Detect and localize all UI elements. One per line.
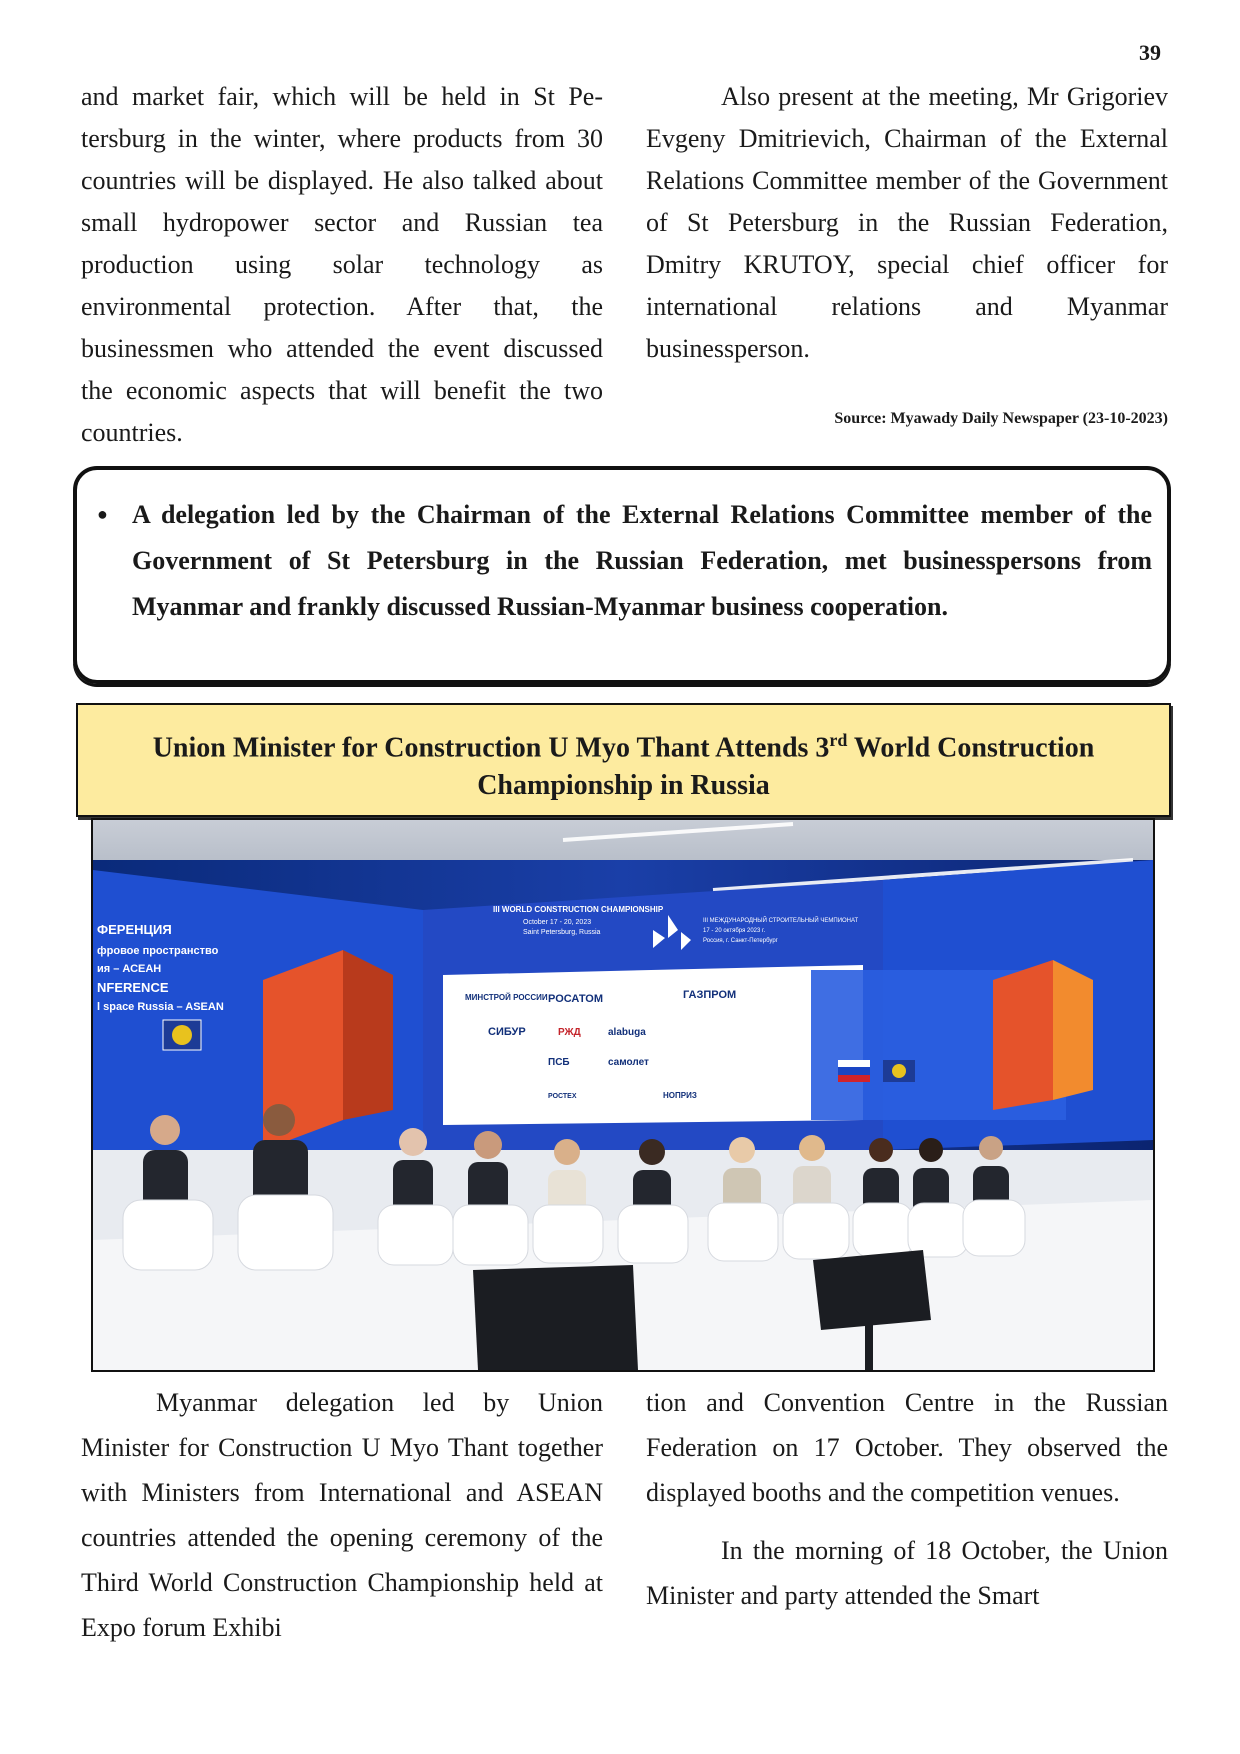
banner-title-en: III WORLD CONSTRUCTION CHAMPIONSHIP (493, 905, 664, 914)
sponsor-logo: НОПРИЗ (663, 1091, 697, 1100)
banner-dates-en: October 17 - 20, 2023 (523, 919, 592, 926)
sponsor-logo: самолет (608, 1057, 649, 1068)
page-number: 39 (1139, 40, 1161, 65)
paragraph: Also present at the meeting, Mr Grigoriev Evgeny Dmitrievich, Chairman of the External Relations Committee member of the Government of St Petersburg in the Russian Federation, Dmitry KRUTOY, special chief officer for international relations and Myanmar businessperson. (646, 82, 1168, 363)
sponsor-logo: МИНСТРОЙ РОССИИ (465, 993, 548, 1002)
highlight-text: A delegation led by the Chairman of the External Relations Committee member of the Government of St Petersburg in the Russian Federation, met businesspersons from Myanmar and frankly discussed Russian-Myanmar business cooperation. (132, 500, 1152, 621)
paragraph: Myanmar delegation led by Union Minister for Construction U Myo Thant together with Ministers from International and ASEAN countries attended the opening ceremony of the Third World Construction Championship held at Expo forum Exhibi (81, 1388, 603, 1642)
left-screen-line: ФЕРЕНЦИЯ (97, 922, 172, 937)
paragraph: In the morning of 18 October, the Union Minister and party attended the Smart (646, 1536, 1168, 1610)
sponsor-logo: РОСТЕХ (548, 1093, 577, 1100)
left-screen-line: l space Russia – ASEAN (97, 1001, 224, 1013)
headline-text-continued: World Construction Championship in Russia (477, 732, 1095, 802)
conference-photo (91, 818, 1155, 1372)
sponsor-logo: СИБУР (488, 1026, 526, 1038)
banner-city-ru: Россия, г. Санкт-Петербург (703, 938, 778, 944)
article-column-bottom-right (646, 1380, 1168, 1618)
sponsor-logo: alabuga (608, 1027, 646, 1038)
article-column-top-left (81, 76, 603, 454)
left-screen-line: ия – АСЕАН (97, 963, 162, 975)
source-credit: Source: Myawady Daily Newspaper (23-10-2023) (834, 410, 1168, 427)
left-screen-line: фровое пространство (97, 945, 219, 957)
headline-text: Union Minister for Construction U Myo Thant Attends 3 (152, 732, 830, 764)
banner-title-ru: III МЕЖДУНАРОДНЫЙ СТРОИТЕЛЬНЫЙ ЧЕМПИОНАТ (703, 918, 859, 924)
paragraph: and market fair, which will be held in St Petersburg in the winter, where products from 30 countries will be displayed. He also talked about small hydropower sector and Russian tea production using solar technology as environmental protection. After that, the businessmen who attended the event discussed the economic aspects that will benefit the two countries. (81, 82, 603, 447)
left-screen-line: NFERENCE (97, 980, 169, 995)
headline-superscript: rd (829, 730, 848, 750)
sponsor-logo: ПСБ (548, 1057, 570, 1068)
sponsor-logo: РЖД (558, 1027, 581, 1038)
sponsor-logo: ГАЗПРОМ (683, 989, 737, 1001)
banner-dates-ru: 17 - 20 октября 2023 г. (703, 928, 766, 934)
article-column-top-right (646, 76, 1168, 370)
article-column-bottom-left (81, 1380, 603, 1650)
sponsor-logo: РОСАТОМ (548, 993, 603, 1005)
highlight-box (73, 466, 1171, 684)
bullet-icon: ● (97, 504, 108, 524)
left-screen (93, 870, 423, 1180)
headline-box (76, 703, 1171, 817)
banner-city-en: Saint Petersburg, Russia (523, 929, 601, 936)
paragraph: tion and Convention Centre in the Russian Federation on 17 October. They observed the displayed booths and the competition venues. (646, 1388, 1168, 1507)
